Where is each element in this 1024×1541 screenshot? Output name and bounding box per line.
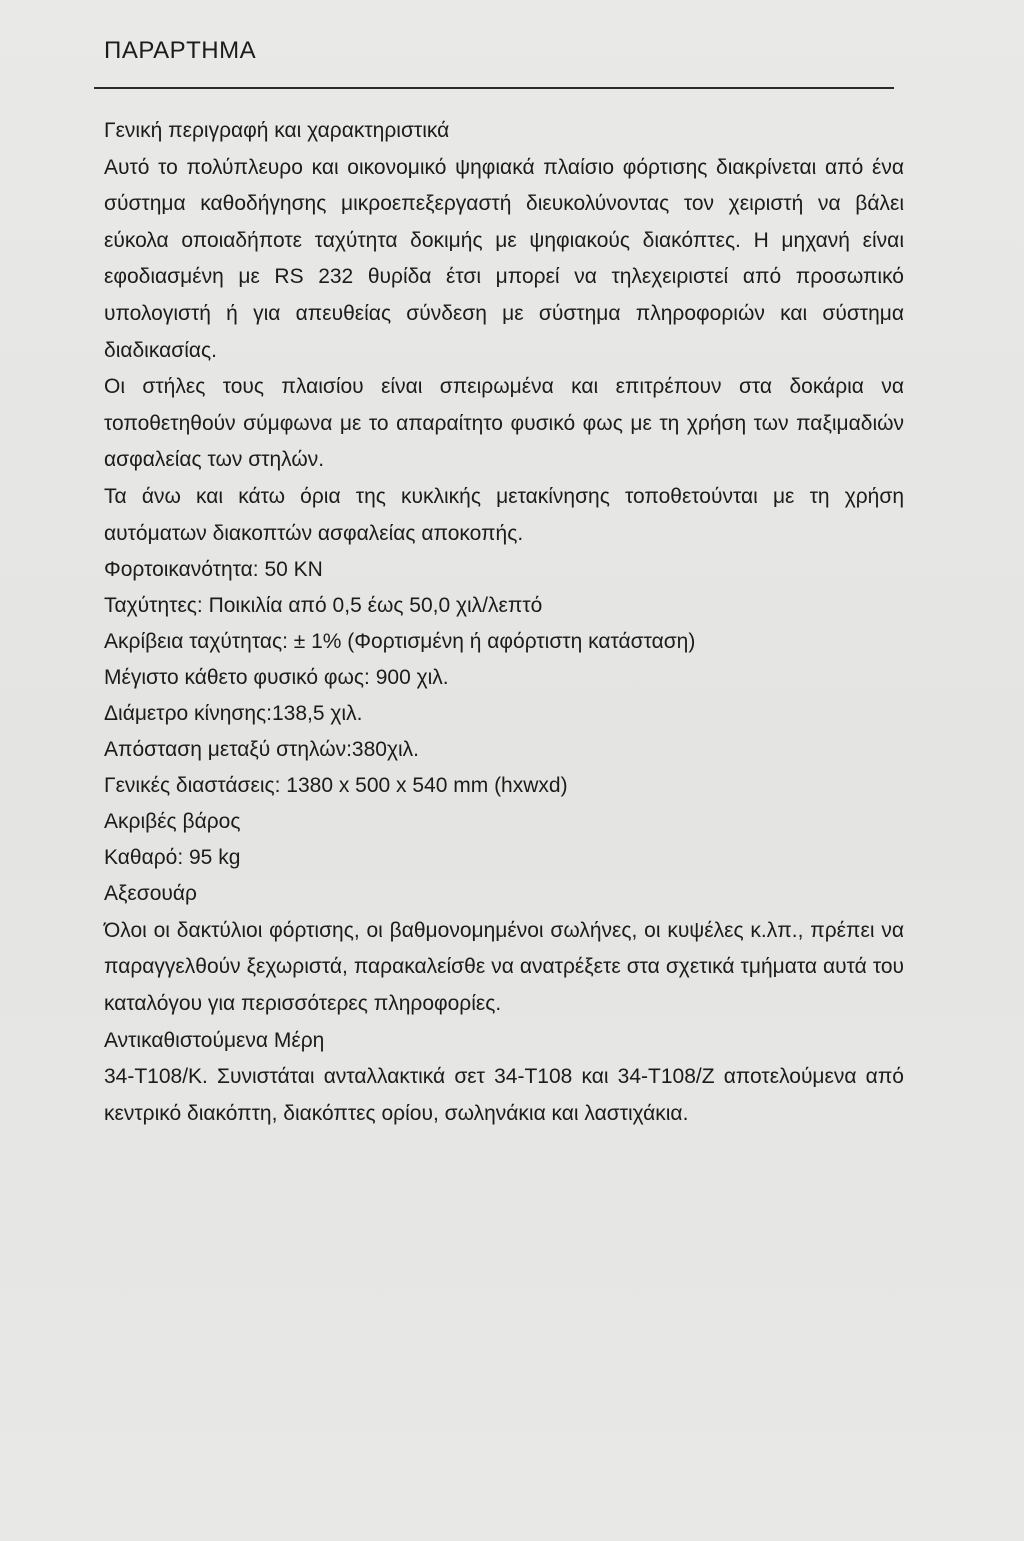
header-divider	[94, 87, 894, 89]
document-body	[104, 113, 904, 1132]
section-title: Γενική περιγραφή και χαρακτηριστικά	[104, 119, 450, 142]
accessories-paragraph: Όλοι οι δακτύλιοι φόρτισης, οι βαθμονομημένοι σωλήνες, οι κυψέλες κ.λπ., πρέπει να παραγγελθούν ξεχωριστά, παρακαλείσθε να ανατρέξετε στα σχετικά τμήματα αυτά του καταλόγου για περισσότερες πληροφορίες.	[104, 918, 904, 1015]
spec-travel-diameter: Διάμετρο κίνησης:138,5 χιλ.	[104, 702, 363, 726]
spare-parts-title: Αντικαθιστούμενα Μέρη	[104, 1028, 325, 1052]
spec-load-capacity: Φορτοικανότητα: 50 KN	[104, 558, 323, 582]
spec-max-vertical-light: Μέγιστο κάθετο φυσικό φως: 900 χιλ.	[104, 666, 449, 690]
spec-net-weight: Καθαρό: 95 kg	[104, 846, 241, 870]
page-heading: ΠΑΡΑΡΤΗΜΑ	[104, 37, 257, 64]
spare-parts-paragraph: 34-T108/K. Συνιστάται ανταλλακτικά σετ 34-T108 και 34-T108/Z αποτελούμενα από κεντρικό διακόπτη, διακόπτες ορίου, σωληνάκια και λαστιχάκια.	[104, 1065, 904, 1125]
spec-dimensions: Γενικές διαστάσεις: 1380 x 500 x 540 mm (hxwxd)	[104, 774, 568, 798]
columns-paragraph: Οι στήλες τους πλαισίου είναι σπειρωμένα και επιτρέπουν στα δοκάρια να τοποθετηθούν σύμφωνα με το απαραίτητο φυσικό φως με τη χρήση των παξιμαδιών ασφαλείας των στηλών.	[104, 375, 904, 472]
limits-paragraph: Τα άνω και κάτω όρια της κυκλικής μετακίνησης τοποθετούνται με τη χρήση αυτόματων διακοπτών ασφαλείας αποκοπής.	[104, 484, 904, 545]
spec-weight-title: Ακριβές βάρος	[104, 810, 241, 834]
spec-column-distance: Απόσταση μεταξύ στηλών:380χιλ.	[104, 738, 419, 762]
spec-speed-accuracy: Ακρίβεια ταχύτητας: ± 1% (Φορτισμένη ή αφόρτιστη κατάσταση)	[104, 630, 696, 654]
spec-speeds: Ταχύτητες: Ποικιλία από 0,5 έως 50,0 χιλ/λεπτό	[104, 594, 543, 618]
intro-paragraph: Αυτό το πολύπλευρο και οικονομικό ψηφιακά πλαίσιο φόρτισης διακρίνεται από ένα σύστημα καθοδήγησης μικροεπεξεργαστή διευκολύνοντας τον χειριστή να βάλει εύκολα οποιαδήποτε ταχύτητα δοκιμής με ψηφιακούς διακόπτες. Η μηχανή είναι εφοδιασμένη με RS 232 θυρίδα έτσι μπορεί να τηλεχειριστεί από προσωπικό υπολογιστή ή για απευθείας σύνδεση με σύστημα πληροφοριών και σύστημα διαδικασίας.	[104, 155, 904, 362]
accessories-title: Αξεσουάρ	[104, 882, 197, 906]
